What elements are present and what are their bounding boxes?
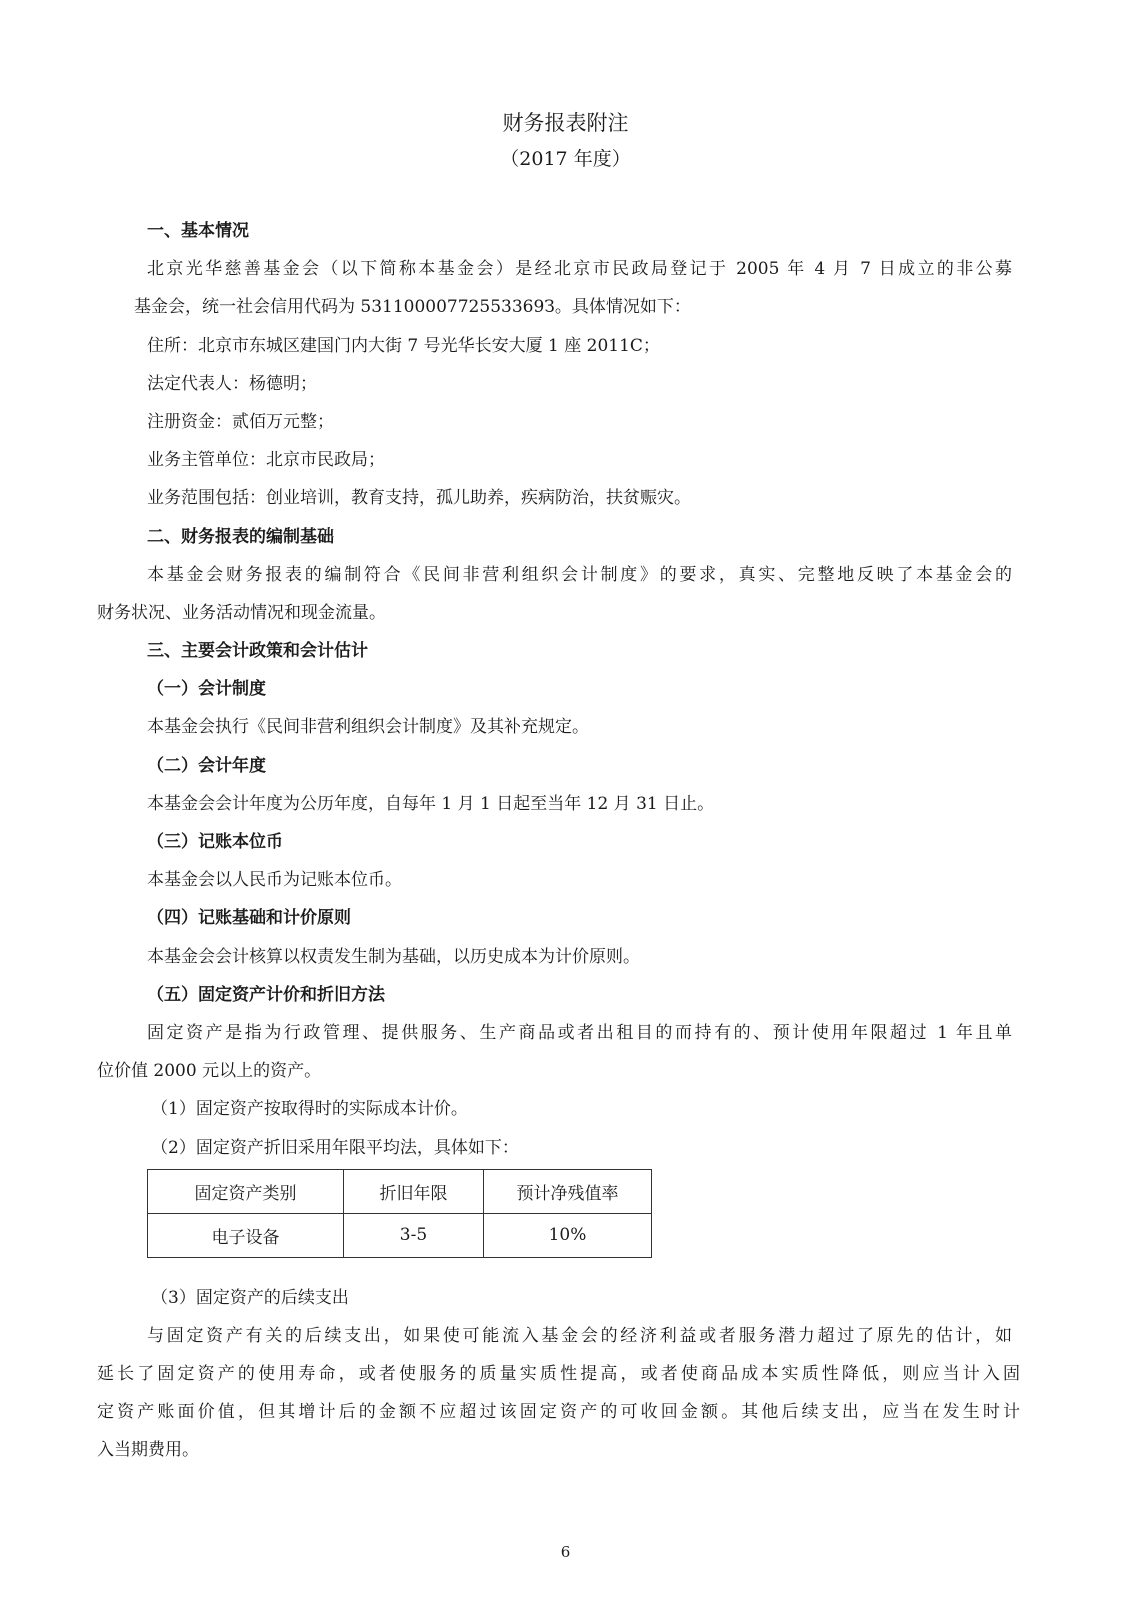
depreciation-table — [147, 1169, 652, 1258]
paragraph-line: 北京光华慈善基金会（以下简称本基金会）是经北京市民政局登记于 2005 年 4 月 7 日成立的非公募 — [147, 259, 1012, 280]
subsection-heading: （五）固定资产计价和折旧方法 — [147, 984, 385, 1005]
table-header-row — [148, 1169, 652, 1213]
paragraph-line: 与固定资产有关的后续支出，如果使可能流入基金会的经济利益或者服务潜力超过了原先的估计，如 — [147, 1325, 1012, 1346]
paragraph-line: 本基金会财务报表的编制符合《民间非营利组织会计制度》的要求，真实、完整地反映了本基金会的 — [147, 564, 1012, 585]
subsection-heading: （一）会计制度 — [147, 679, 266, 700]
paragraph-line: 本基金会执行《民间非营利组织会计制度》及其补充规定。 — [147, 717, 589, 738]
table-cell: 电子设备 — [148, 1213, 344, 1257]
table-cell: 3-5 — [344, 1213, 484, 1257]
list-item: （1）固定资产按取得时的实际成本计价。 — [151, 1099, 468, 1120]
table-cell: 10% — [484, 1213, 652, 1257]
paragraph-line: 入当期费用。 — [97, 1440, 199, 1461]
supervising-authority-line: 业务主管单位：北京市民政局； — [147, 450, 385, 471]
section-heading-basis: 二、财务报表的编制基础 — [147, 526, 334, 547]
paragraph-line: 本基金会会计年度为公历年度，自每年 1 月 1 日起至当年 12 月 31 日止。 — [147, 793, 715, 814]
legal-representative-line: 法定代表人：杨德明； — [147, 373, 317, 394]
address-line: 住所：北京市东城区建国门内大街 7 号光华长安大厦 1 座 2011C； — [147, 335, 660, 356]
paragraph-line: 基金会，统一社会信用代码为 53110000772553369З。具体情况如下： — [134, 297, 691, 318]
business-scope-line: 业务范围包括：创业培训，教育支持，孤儿助养，疾病防治，扶贫赈灾。 — [147, 488, 691, 509]
paragraph-line: 财务状况、业务活动情况和现金流量。 — [97, 602, 386, 623]
table-header-cell: 固定资产类别 — [148, 1169, 344, 1213]
section-heading-policies: 三、主要会计政策和会计估计 — [147, 641, 368, 662]
paragraph-line: 位价值 2000 元以上的资产。 — [97, 1061, 322, 1082]
list-item: （2）固定资产折旧采用年限平均法，具体如下： — [151, 1137, 519, 1158]
table-header-cell: 预计净残值率 — [484, 1169, 652, 1213]
subsection-heading: （二）会计年度 — [147, 755, 266, 776]
list-item: （3）固定资产的后续支出 — [151, 1287, 349, 1308]
table-row — [148, 1213, 652, 1257]
paragraph-line: 本基金会会计核算以权责发生制为基础，以历史成本为计价原则。 — [147, 946, 640, 967]
page-number: 6 — [560, 1543, 571, 1561]
paragraph-line: 固定资产是指为行政管理、提供服务、生产商品或者出租目的而持有的、预计使用年限超过 1 年且单 — [147, 1022, 1012, 1043]
page-title: 财务报表附注 — [502, 111, 629, 135]
paragraph-line: 延长了固定资产的使用寿命，或者使服务的质量实质性提高，或者使商品成本实质性降低，则应当计入固 — [97, 1364, 1020, 1385]
paragraph-line: 定资产账面价值，但其增计后的金额不应超过该固定资产的可收回金额。其他后续支出，应当在发生时计 — [97, 1402, 1020, 1423]
paragraph-line: 本基金会以人民币为记账本位币。 — [147, 870, 402, 891]
depreciation-table-wrapper — [147, 1167, 1012, 1279]
section-heading-basic-info: 一、基本情况 — [147, 221, 249, 241]
registered-capital-line: 注册资金：贰佰万元整； — [147, 411, 334, 432]
subsection-heading: （四）记账基础和计价原则 — [147, 908, 351, 929]
table-header-cell: 折旧年限 — [344, 1169, 484, 1213]
subsection-heading: （三）记账本位币 — [147, 832, 283, 852]
document-body — [97, 212, 1020, 1470]
page-subtitle: （2017 年度） — [500, 148, 631, 170]
